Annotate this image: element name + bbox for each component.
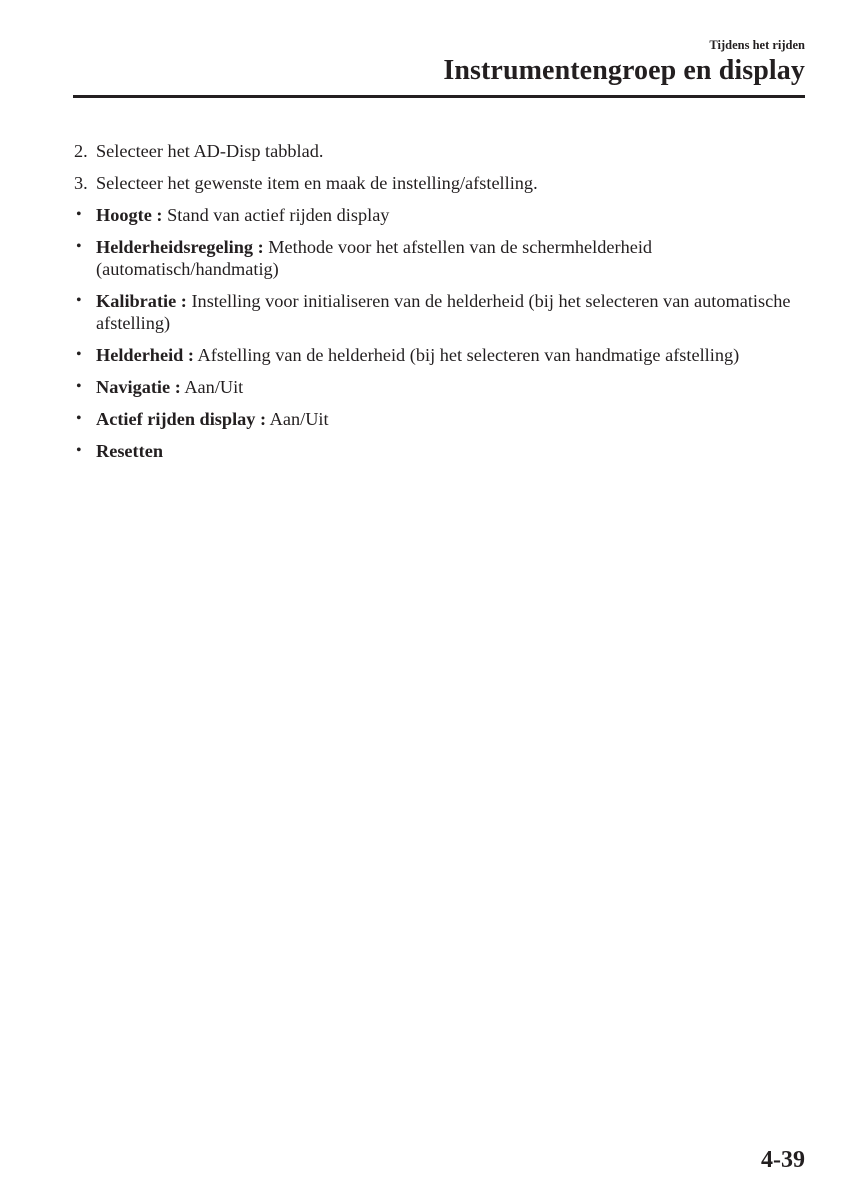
- instructions-list: [74, 140, 809, 472]
- list-item-resetten: [74, 440, 809, 462]
- bullet-icon: •: [76, 346, 82, 363]
- item-description: Afstelling van de helderheid (bij het selecteren van handmatige afstelling): [194, 345, 740, 365]
- page-number: 4-39: [761, 1147, 805, 1173]
- item-term: Hoogte :: [96, 205, 163, 225]
- item-term: Actief rijden display :: [96, 409, 267, 429]
- item-description: Aan/Uit: [266, 409, 329, 429]
- bullet-icon: •: [76, 378, 82, 395]
- item-term: Helderheidsregeling :: [96, 237, 264, 257]
- item-term: Helderheid :: [96, 345, 194, 365]
- bullet-icon: •: [76, 206, 82, 223]
- step-item: [74, 140, 809, 162]
- list-item-helderheidsregeling: [74, 236, 809, 280]
- list-item-actief-rijden-display: [74, 408, 809, 430]
- step-number: 3.: [74, 173, 88, 193]
- step-text: Selecteer het AD-Disp tabblad.: [96, 141, 324, 161]
- bullet-icon: •: [76, 410, 82, 427]
- step-text: Selecteer het gewenste item en maak de instelling/afstelling.: [96, 173, 538, 193]
- bullet-icon: •: [76, 292, 82, 309]
- list-item-hoogte: [74, 204, 809, 226]
- header-divider: [73, 95, 805, 98]
- item-term: Kalibratie :: [96, 291, 187, 311]
- step-number: 2.: [74, 141, 88, 161]
- page-title: Instrumentengroep en display: [443, 55, 805, 86]
- item-term: Resetten: [96, 441, 164, 461]
- step-item: [74, 172, 809, 194]
- item-description: Methode voor het afstellen van de schermhelderheid (automatisch/handmatig): [96, 237, 653, 279]
- bullet-icon: •: [76, 238, 82, 255]
- list-item-navigatie: [74, 376, 809, 398]
- list-item-kalibratie: [74, 290, 809, 334]
- item-term: Navigatie :: [96, 377, 181, 397]
- item-description: Stand van actief rijden display: [162, 205, 390, 225]
- bullet-icon: •: [76, 442, 82, 459]
- item-description: Instelling voor initialiseren van de helderheid (bij het selecteren van automatische afstelling): [96, 291, 791, 333]
- item-description: Aan/Uit: [180, 377, 244, 397]
- section-header: Tijdens het rijden: [709, 38, 805, 52]
- list-item-helderheid: [74, 344, 809, 366]
